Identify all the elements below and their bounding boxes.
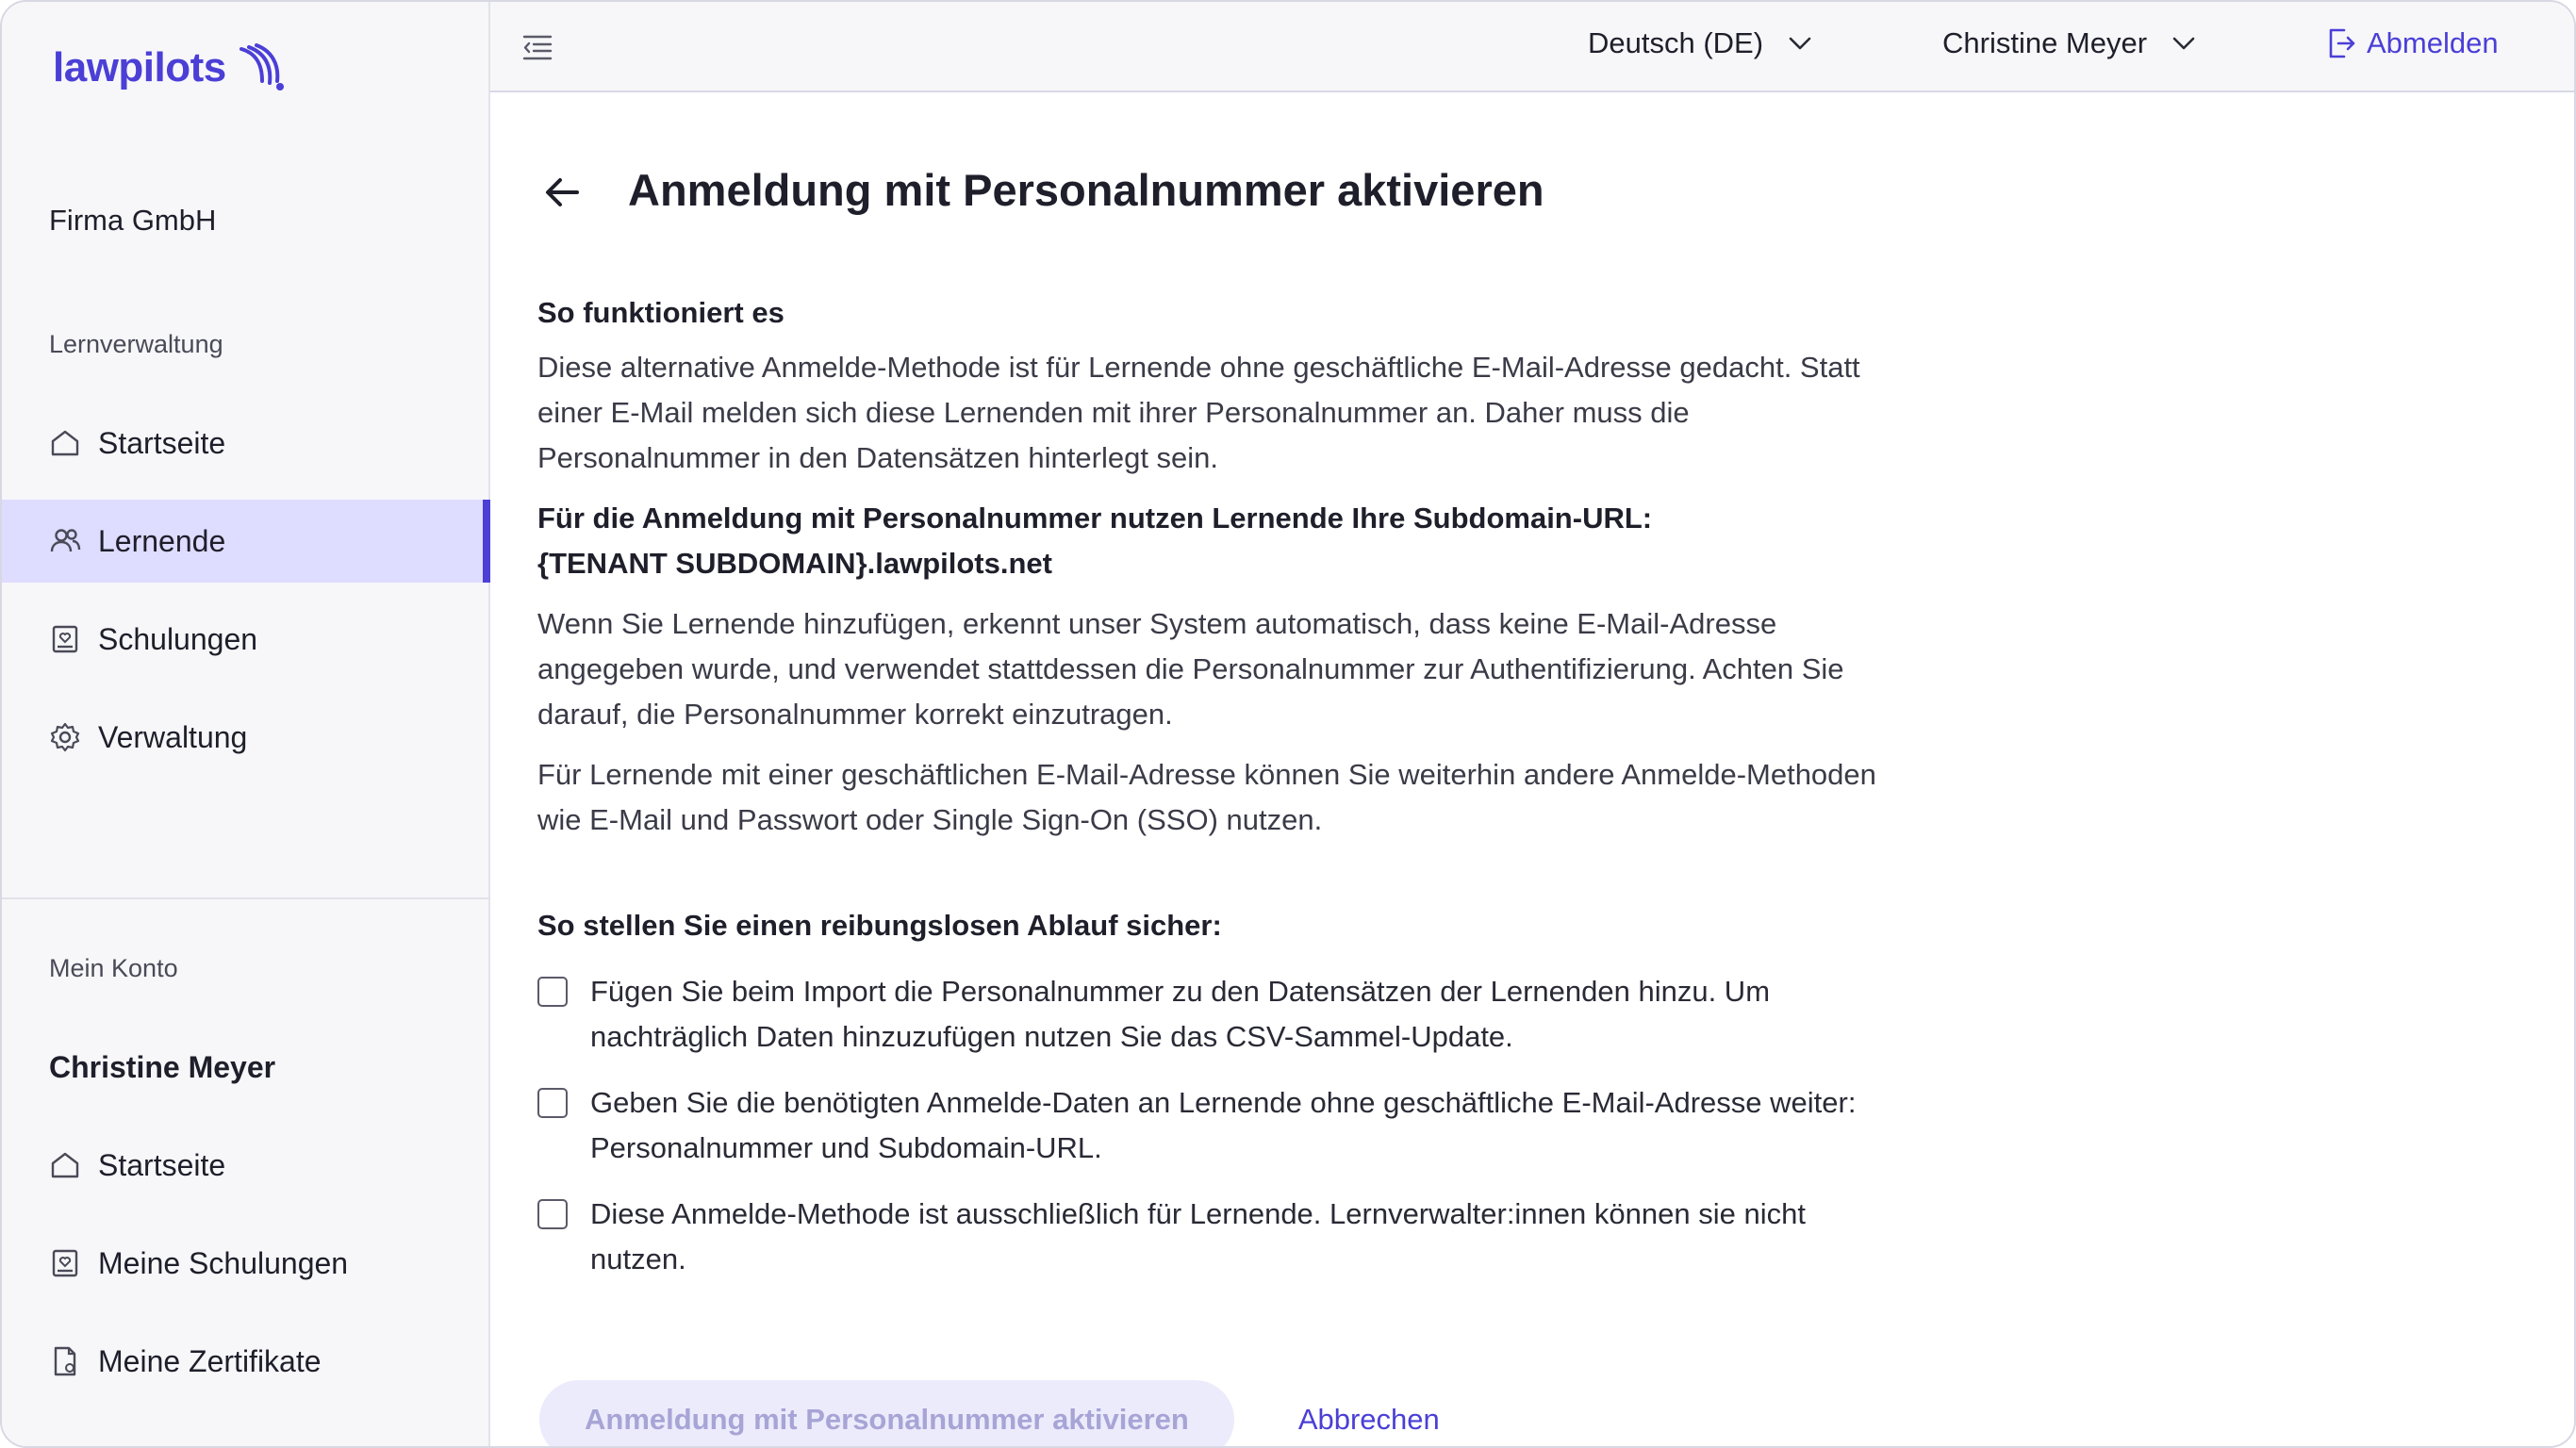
checklist-item	[537, 1080, 1876, 1171]
logout-label: Abmelden	[2367, 26, 2499, 59]
course-icon	[49, 623, 81, 655]
sidebar-item-schulungen[interactable]	[2, 598, 490, 681]
user-name: Christine Meyer	[1942, 26, 2148, 59]
sidebar-item-account-startseite[interactable]	[2, 1124, 490, 1207]
gear-icon	[49, 721, 81, 753]
checklist-heading: So stellen Sie einen reibungslosen Ablauf sicher:	[537, 909, 1222, 942]
page-title: Anmeldung mit Personalnummer aktivieren	[628, 165, 1544, 215]
sidebar-item-startseite[interactable]	[2, 402, 490, 485]
checklist-text: Geben Sie die benötigten Anmelde-Daten an Lernende ohne geschäftliche E-Mail-Adresse weiter: Personalnummer und Subdomain-URL.	[590, 1086, 1857, 1164]
chevron-down-icon	[2170, 29, 2198, 58]
home-icon	[49, 1149, 81, 1181]
back-arrow-icon[interactable]	[539, 170, 585, 215]
paragraph-auto-detect: Wenn Sie Lernende hinzufügen, erkennt unser System automatisch, dass keine E-Mail-Adresse angegeben wurde, und verwendet stattdessen die Personalnummer zur Authentifizierung. Achten Sie darauf, die Personalnummer korrekt einzutragen.	[537, 607, 1844, 731]
checklist-checkbox[interactable]	[537, 977, 568, 1007]
activate-button[interactable]: Anmeldung mit Personalnummer aktivieren	[539, 1380, 1234, 1448]
home-icon	[49, 427, 81, 459]
content-body	[537, 290, 1876, 1282]
checklist-item	[537, 1192, 1876, 1282]
subdomain-url: {TENANT SUBDOMAIN}.lawpilots.net	[537, 547, 1052, 580]
logout-icon	[2325, 26, 2357, 60]
logo[interactable]	[53, 43, 285, 92]
form-actions	[539, 1380, 1440, 1448]
sidebar-item-verwaltung[interactable]	[2, 696, 490, 779]
sidebar-item-meine-zertifikate[interactable]	[2, 1320, 490, 1403]
section-label-account: Mein Konto	[49, 954, 178, 982]
logo-text: lawpilots	[53, 44, 226, 90]
sidebar-item-label: Startseite	[98, 1147, 226, 1182]
certificate-icon	[49, 1345, 81, 1377]
how-it-works-heading: So funktioniert es	[537, 296, 784, 329]
paragraph-other-methods: Für Lernende mit einer geschäftlichen E-Mail-Adresse können Sie weiterhin andere Anmelde-Methoden wie E-Mail und Passwort oder Single Sign-On (SSO) nutzen.	[537, 758, 1876, 836]
logo-mark-icon	[236, 43, 285, 92]
checklist-text: Fügen Sie beim Import die Personalnummer zu den Datensätzen der Lernenden hinzu. Um nachträglich Daten hinzuzufügen nutzen Sie das CSV-Sammel-Update.	[590, 975, 1771, 1053]
cancel-button[interactable]: Abbrechen	[1297, 1403, 1440, 1436]
paragraph-subdomain-note: Für die Anmeldung mit Personalnummer nutzen Lernende Ihre Subdomain-URL:	[537, 502, 1653, 535]
topbar	[490, 2, 2576, 92]
chevron-down-icon	[1786, 29, 1814, 58]
sidebar-divider	[2, 897, 490, 899]
sidebar-item-lernende[interactable]	[2, 500, 490, 583]
checklist-item	[537, 969, 1876, 1060]
checklist-text: Diese Anmelde-Methode ist ausschließlich für Lernende. Lernverwalter:innen können sie nicht nutzen.	[590, 1197, 1806, 1275]
language-selector[interactable]	[1588, 26, 1814, 60]
sidebar-item-meine-schulungen[interactable]	[2, 1222, 490, 1305]
company-name: Firma GmbH	[49, 204, 217, 237]
language-label: Deutsch (DE)	[1588, 26, 1764, 59]
account-name: Christine Meyer	[49, 1050, 276, 1084]
checklist-checkbox[interactable]	[537, 1199, 568, 1229]
user-menu[interactable]	[1942, 26, 2198, 60]
main-content	[490, 92, 2576, 1448]
logout-button[interactable]	[2325, 26, 2499, 60]
sidebar	[2, 2, 490, 1448]
sidebar-item-label: Verwaltung	[98, 719, 248, 754]
collapse-menu-icon[interactable]	[519, 28, 556, 66]
course-icon	[49, 1247, 81, 1279]
sidebar-item-label: Lernende	[98, 523, 226, 558]
users-icon	[49, 525, 81, 557]
sidebar-item-label: Meine Schulungen	[98, 1245, 349, 1280]
checklist-checkbox[interactable]	[537, 1088, 568, 1118]
sidebar-item-label: Startseite	[98, 425, 226, 460]
sidebar-item-label: Schulungen	[98, 621, 258, 656]
section-label-admin: Lernverwaltung	[49, 330, 223, 358]
sidebar-item-label: Meine Zertifikate	[98, 1343, 322, 1378]
paragraph-intro: Diese alternative Anmelde-Methode ist für Lernende ohne geschäftliche E-Mail-Adresse gedacht. Statt einer E-Mail melden sich diese Lernenden mit ihrer Personalnummer an. Daher muss die Personalnummer in den Datensätzen hinterlegt sein.	[537, 351, 1860, 474]
